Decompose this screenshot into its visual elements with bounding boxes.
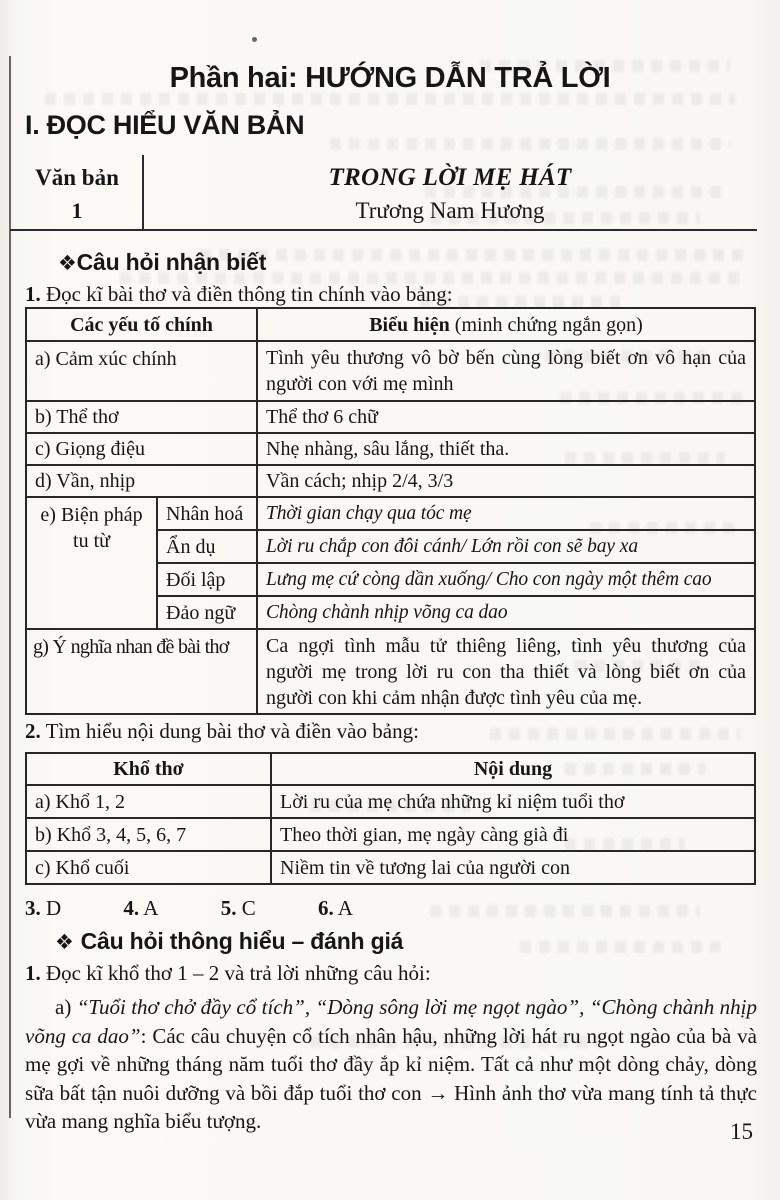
answer-a-quotes: “Tuổi thơ chở đầy cổ tích”, “Dòng sông lời mẹ ngọt ngào”, “Chòng chành nhịp võng ca dao” bbox=[25, 995, 757, 1048]
lesson-box-underline bbox=[10, 229, 757, 231]
answer-a-prefix: a) bbox=[55, 995, 77, 1019]
mc-answer-number: 6. bbox=[317, 896, 334, 920]
elements-table bbox=[25, 307, 756, 715]
row-g-label: g) Ý nghĩa nhan đề bài thơ bbox=[26, 629, 257, 714]
row-e-sub-name: Nhân hoá bbox=[157, 497, 257, 530]
row-b-label: b) Thể thơ bbox=[26, 401, 257, 433]
row-e-sub-value: Lưng mẹ cứ còng dần xuống/ Cho con ngày một thêm cao bbox=[257, 563, 755, 596]
table1-col1-header: Các yếu tố chính bbox=[26, 308, 257, 341]
multiple-choice-answers bbox=[25, 896, 410, 921]
mc-answer-letter: A bbox=[143, 896, 159, 920]
stanza-label: b) Khổ 3, 4, 5, 6, 7 bbox=[26, 818, 271, 851]
table-row bbox=[26, 465, 755, 497]
question-text: Đọc kĩ khổ thơ 1 – 2 và trả lời những câu hỏi: bbox=[40, 961, 431, 985]
row-e-sub-name: Đối lập bbox=[157, 563, 257, 596]
question-number: 1. bbox=[25, 282, 41, 306]
row-b-value: Thể thơ 6 chữ bbox=[257, 401, 755, 433]
lesson-box-divider bbox=[142, 155, 144, 231]
comprehension-heading-label: Câu hỏi thông hiểu – đánh giá bbox=[80, 928, 404, 954]
table-row bbox=[26, 629, 755, 714]
question-2-prompt bbox=[25, 719, 419, 744]
table-row bbox=[26, 341, 755, 401]
part-title: Phần hai: HƯỚNG DẪN TRẢ LỜI bbox=[169, 62, 611, 94]
mc-answer-letter: C bbox=[241, 896, 256, 920]
stanza-label: a) Khổ 1, 2 bbox=[26, 785, 271, 818]
table-header-row bbox=[26, 753, 755, 785]
question-text: Tìm hiểu nội dung bài thơ và điền vào bảng: bbox=[40, 719, 419, 743]
comprehension-question-1 bbox=[25, 961, 431, 986]
row-a-label: a) Cảm xúc chính bbox=[26, 341, 257, 401]
mc-answer bbox=[123, 896, 158, 921]
row-e-sub-name: Đảo ngữ bbox=[157, 596, 257, 629]
question-number: 1. bbox=[25, 961, 41, 985]
lesson-author: Trương Nam Hương bbox=[355, 198, 545, 223]
table-row bbox=[26, 851, 755, 884]
comprehension-heading bbox=[55, 928, 403, 955]
mc-answer-letter: A bbox=[337, 896, 353, 920]
stanza-value: Theo thời gian, mẹ ngày càng già đi bbox=[271, 818, 755, 851]
answer-a-body: : Các câu chuyện cổ tích nhân hậu, những lời hát ru ngọt ngào của bà và mẹ gợi về những tháng năm tuổi thơ đầy ắp kỉ niệm. Tất cả như một dòng chảy, dòng sữa bất tận nuôi dưỡng và bồi đắp tuổi thơ con → Hình ảnh thơ vừa mang tính tả thực vừa mang nghĩa biểu tượng. bbox=[25, 1023, 757, 1133]
mc-answer-number: 5. bbox=[220, 896, 237, 920]
row-g-value: Ca ngợi tình mẫu tử thiêng liêng, tình yêu thương của người mẹ trong lời ru con tha thiết và lòng biết ơn của người con khi cảm nhận được tình yêu của mẹ. bbox=[257, 629, 755, 714]
stanza-value: Lời ru của mẹ chứa những kỉ niệm tuổi thơ bbox=[271, 785, 755, 818]
table1-col2-header bbox=[257, 308, 755, 341]
row-e-label: e) Biện pháp tu từ bbox=[26, 497, 157, 629]
stanza-value: Niềm tin về tương lai của người con bbox=[271, 851, 755, 884]
lesson-number: 1 bbox=[71, 198, 83, 223]
page-number: 15 bbox=[730, 1119, 753, 1144]
diamond-bullet-icon: ❖ bbox=[58, 252, 77, 275]
row-e-sub-name: Ẩn dụ bbox=[157, 530, 257, 563]
mc-answer bbox=[221, 896, 256, 921]
stanza-label: c) Khổ cuối bbox=[26, 851, 271, 884]
row-e-sub-value: Thời gian chạy qua tóc mẹ bbox=[257, 497, 755, 530]
row-c-value: Nhẹ nhàng, sâu lắng, thiết tha. bbox=[257, 433, 755, 465]
diamond-bullet-icon: ❖ bbox=[55, 931, 74, 954]
row-e-sub-value: Chòng chành nhịp võng ca dao bbox=[257, 596, 755, 629]
table2-col1-header: Khổ thơ bbox=[26, 753, 271, 785]
row-e-sub-value: Lời ru chắp con đôi cánh/ Lớn rồi con sẽ bay xa bbox=[257, 530, 755, 563]
question-1-prompt bbox=[25, 282, 453, 307]
answer-a-paragraph bbox=[25, 993, 757, 1136]
mc-answer bbox=[25, 896, 61, 921]
row-d-label: d) Vần, nhịp bbox=[26, 465, 257, 497]
row-d-value: Vần cách; nhịp 2/4, 3/3 bbox=[257, 465, 755, 497]
recognition-heading bbox=[58, 249, 266, 276]
header-bold-part: Biểu hiện bbox=[369, 313, 450, 336]
row-c-label: c) Giọng điệu bbox=[26, 433, 257, 465]
table-row bbox=[26, 433, 755, 465]
section-title: I. ĐỌC HIỂU VĂN BẢN bbox=[25, 110, 305, 140]
lesson-title: TRONG LỜI MẸ HÁT bbox=[328, 164, 572, 191]
mc-answer bbox=[318, 896, 353, 921]
recognition-heading-label: Câu hỏi nhận biết bbox=[76, 249, 267, 275]
mc-answer-number: 3. bbox=[25, 896, 41, 920]
stanza-table bbox=[25, 752, 756, 885]
question-number: 2. bbox=[25, 719, 41, 743]
lesson-label: Văn bản bbox=[35, 165, 119, 190]
question-text: Đọc kĩ bài thơ và điền thông tin chính vào bảng: bbox=[40, 282, 453, 306]
table-row bbox=[26, 818, 755, 851]
header-regular-part: (minh chứng ngắn gọn) bbox=[449, 313, 643, 336]
mc-answer-number: 4. bbox=[123, 896, 140, 920]
row-a-value: Tình yêu thương vô bờ bến cùng lòng biết ơn vô hạn của người con với mẹ mình bbox=[257, 341, 755, 401]
table-row bbox=[26, 401, 755, 433]
table-row bbox=[26, 497, 755, 530]
table-row bbox=[26, 785, 755, 818]
mc-answer-letter: D bbox=[46, 896, 62, 920]
table2-col2-header: Nội dung bbox=[271, 753, 755, 785]
table-header-row bbox=[26, 308, 755, 341]
